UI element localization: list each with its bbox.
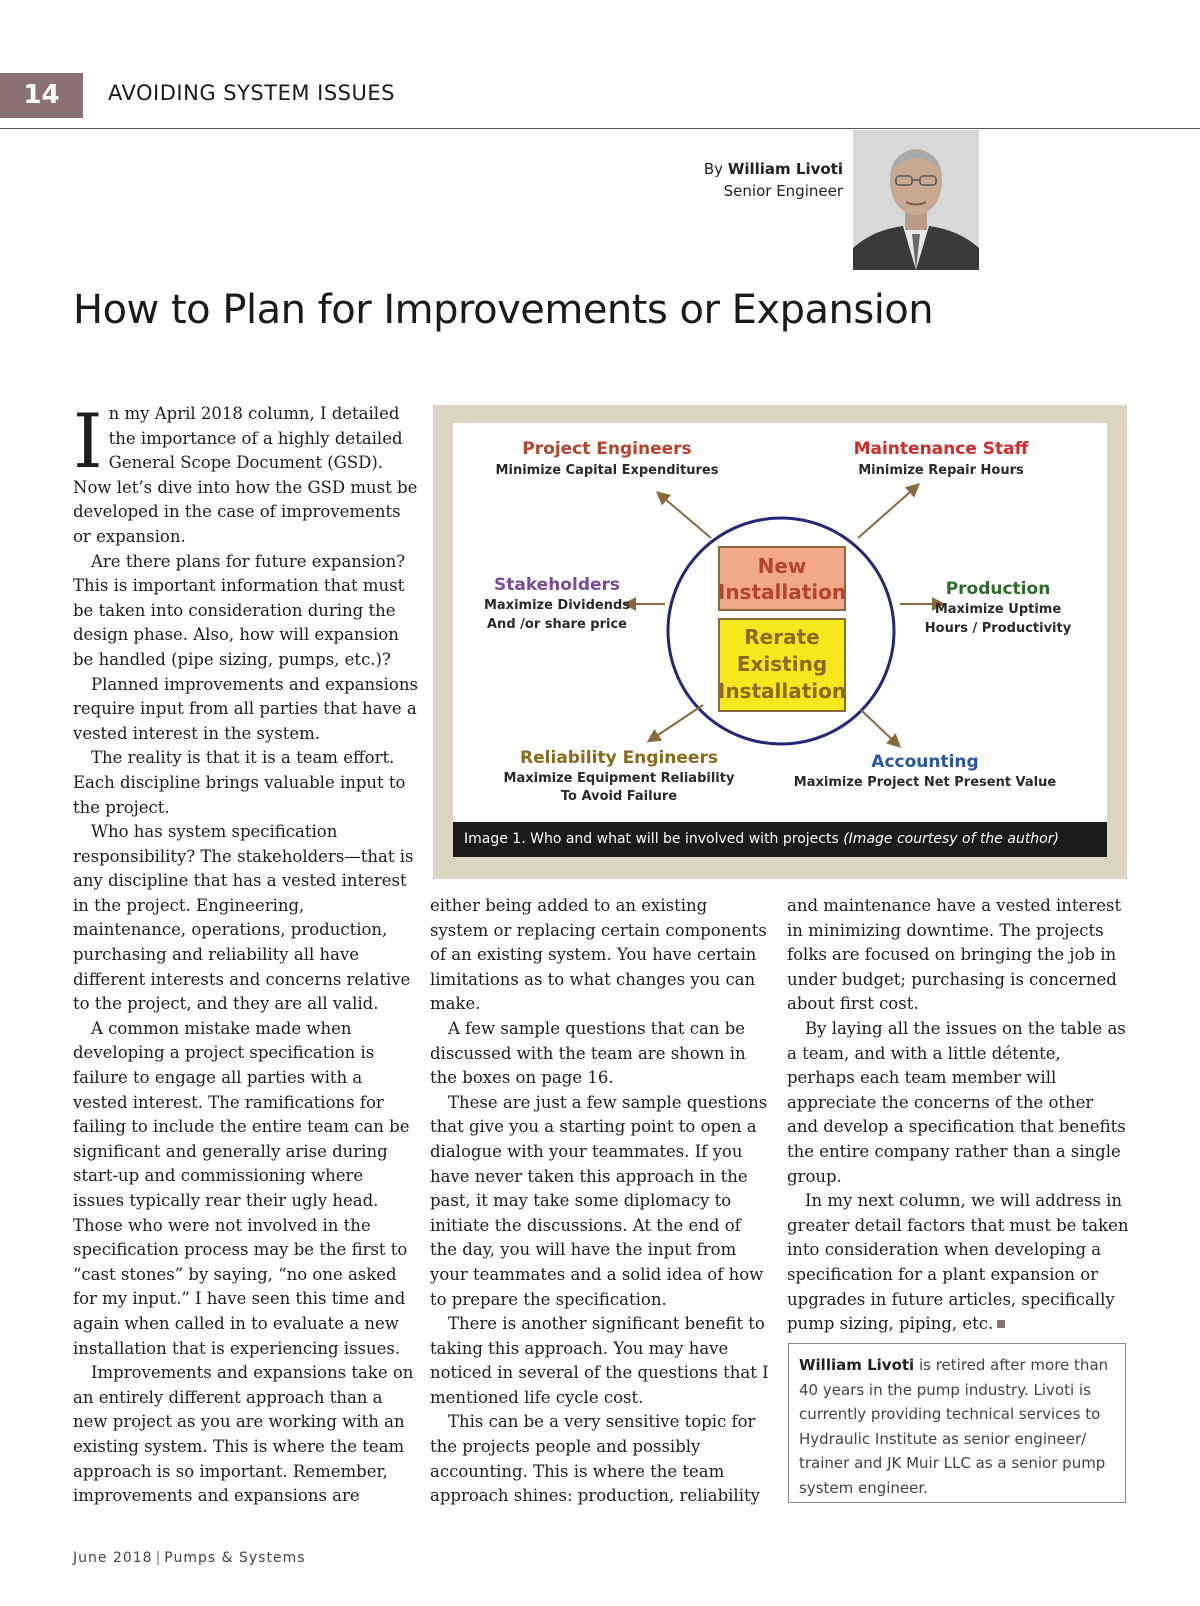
paragraph [73, 397, 418, 550]
page-footer [73, 1550, 306, 1566]
footer-date: June 2018 [73, 1550, 153, 1566]
production-goal-2: Hours / Productivity [924, 621, 1072, 636]
maintenance-staff-goal: Minimize Repair Hours [858, 463, 1024, 478]
paragraph-text: In my next column, we will address in greater detail factors that must be taken into consideration when developing a specification for a plant expansion or upgrades in future articles, specifically pump sizing, piping, etc. [787, 1191, 1129, 1334]
stakeholder-diagram [453, 423, 1107, 827]
article-column-2 [430, 894, 770, 1509]
paragraph [787, 1189, 1129, 1337]
section-title: AVOIDING SYSTEM ISSUES [108, 81, 395, 105]
paragraph: This can be a very sensitive topic for the projects people and possibly accounting. This is where the team approach shines: production, reliability [430, 1412, 760, 1506]
arrow-reliability-engineers [649, 705, 703, 741]
header-divider [0, 128, 1200, 129]
page-header [0, 73, 1200, 129]
paragraph: Improvements and expansions take on an entirely different approach than a new project as you are working with an existing system. This is where the team approach is so important. Remember, improvements and expansions are [73, 1363, 414, 1506]
stakeholders-goal-2: And /or share price [487, 617, 627, 632]
paragraph: A few sample questions that can be discussed with the team are shown in the boxes on page 16. [430, 1018, 746, 1088]
paragraph: Are there plans for future expansion? This is important information that must be taken into consideration during the design phase. Also, how will expansion be handled (pipe sizing, pumps, etc.)? [73, 551, 406, 669]
paragraph: Who has system specification responsibility? The stakeholders—that is any discipline that has a vested interest in the project. Engineering, maintenance, operations, production, purchasing and reliability all have different interests and concerns relative to the project, and they are all valid. [73, 822, 414, 1014]
bio-text: is retired after more than 40 years in the pump industry. Livoti is currently providing technical services to Hydraulic Institute as senior engineer/ trainer and JK Muir LLC as a senior pump system engineer. [799, 1356, 1109, 1497]
author-role: Senior Engineer [723, 182, 843, 200]
accounting-goal: Maximize Project Net Present Value [793, 775, 1057, 790]
paragraph-text: n my April 2018 column, I detailed the importance of a highly detailed General Scope Document (GSD). Now let’s dive into how the GSD must be developed in the case of improvements or expansion. [73, 404, 418, 546]
byline [704, 158, 843, 202]
accounting-title: Accounting [871, 752, 979, 772]
footer-publication: Pumps & Systems [164, 1550, 306, 1566]
reliability-engineers-title: Reliability Engineers [520, 748, 718, 768]
diagram-panel [453, 423, 1107, 827]
paragraph: A common mistake made when developing a project specification is failure to engage all parties with a vested interest. The ramifications for failing to include the entire team can be significant and generally arise during start-up and commissioning where issues typically rear their ugly head. Those who were not involved in the specification process may be the first to “cast stones” by saying, “no one asked for my input.” I have seen this time and again when called in to evaluate a new installation that is experiencing issues. [73, 1018, 410, 1358]
rerate-line2: Existing [736, 652, 828, 676]
caption-credit: (Image courtesy of the author) [843, 831, 1059, 847]
author-bio-box [788, 1343, 1126, 1503]
page-number: 14 [0, 73, 83, 118]
figure-stakeholder-diagram [433, 405, 1127, 879]
new-installation-line1: New [757, 554, 807, 578]
author-photo [853, 130, 979, 270]
author-name: William Livoti [727, 160, 843, 178]
caption-text: Image 1. Who and what will be involved with projects [464, 831, 844, 847]
article-column-3 [787, 894, 1129, 1337]
stakeholders-title: Stakeholders [493, 575, 621, 595]
bio-author-name: William Livoti [799, 1356, 915, 1374]
reliability-engineers-goal-1: Maximize Equipment Reliability [503, 771, 735, 786]
arrow-maintenance-staff [858, 485, 918, 538]
end-mark-icon [997, 1320, 1005, 1328]
project-engineers-title: Project Engineers [522, 439, 692, 459]
paragraph: These are just a few sample questions that give you a starting point to open a dialogue with your teammates. If you have never taken this approach in the past, it may take some diplomacy to initiate the discussions. At the end of the day, you will have the input from your teammates and a solid idea of how to prepare the specification. [430, 1092, 768, 1309]
arrow-project-engineers [658, 493, 711, 538]
maintenance-staff-title: Maintenance Staff [853, 439, 1029, 459]
paragraph: The reality is that it is a team effort. Each discipline brings valuable input to the project. [73, 748, 406, 817]
paragraph: Planned improvements and expansions require input from all parties that have a vested interest in the system. [73, 674, 418, 743]
project-engineers-goal: Minimize Capital Expenditures [495, 463, 719, 478]
paragraph: By laying all the issues on the table as a team, and with a little détente, perhaps each team member will appreciate the concerns of the other and develop a specification that benefits the entire company rather than a single group. [787, 1018, 1126, 1186]
paragraph: There is another significant benefit to taking this approach. You may have noticed in several of the questions that I mentioned life cycle cost. [430, 1314, 769, 1407]
article-headline: How to Plan for Improvements or Expansion [73, 287, 934, 333]
rerate-line3: Installation [717, 679, 847, 703]
arrow-accounting [861, 710, 899, 746]
article-column-1 [73, 397, 418, 1509]
new-installation-line2: Installation [717, 580, 847, 604]
byline-prefix: By [703, 160, 724, 178]
production-title: Production [945, 579, 1051, 599]
paragraph: either being added to an existing system or replacing certain components of an existing system. You have certain limitations as to what changes you can make. [430, 896, 767, 1014]
rerate-line1: Rerate [744, 625, 820, 649]
drop-cap: I [73, 397, 103, 485]
footer-separator: | [155, 1550, 162, 1566]
production-goal-1: Maximize Uptime [934, 602, 1062, 617]
figure-caption [453, 822, 1107, 857]
stakeholders-goal-1: Maximize Dividends [483, 598, 631, 613]
paragraph: and maintenance have a vested interest in minimizing downtime. The projects folks are focused on bringing the job in under budget; purchasing is concerned about first cost. [787, 896, 1122, 1014]
reliability-engineers-goal-2: To Avoid Failure [560, 789, 678, 804]
